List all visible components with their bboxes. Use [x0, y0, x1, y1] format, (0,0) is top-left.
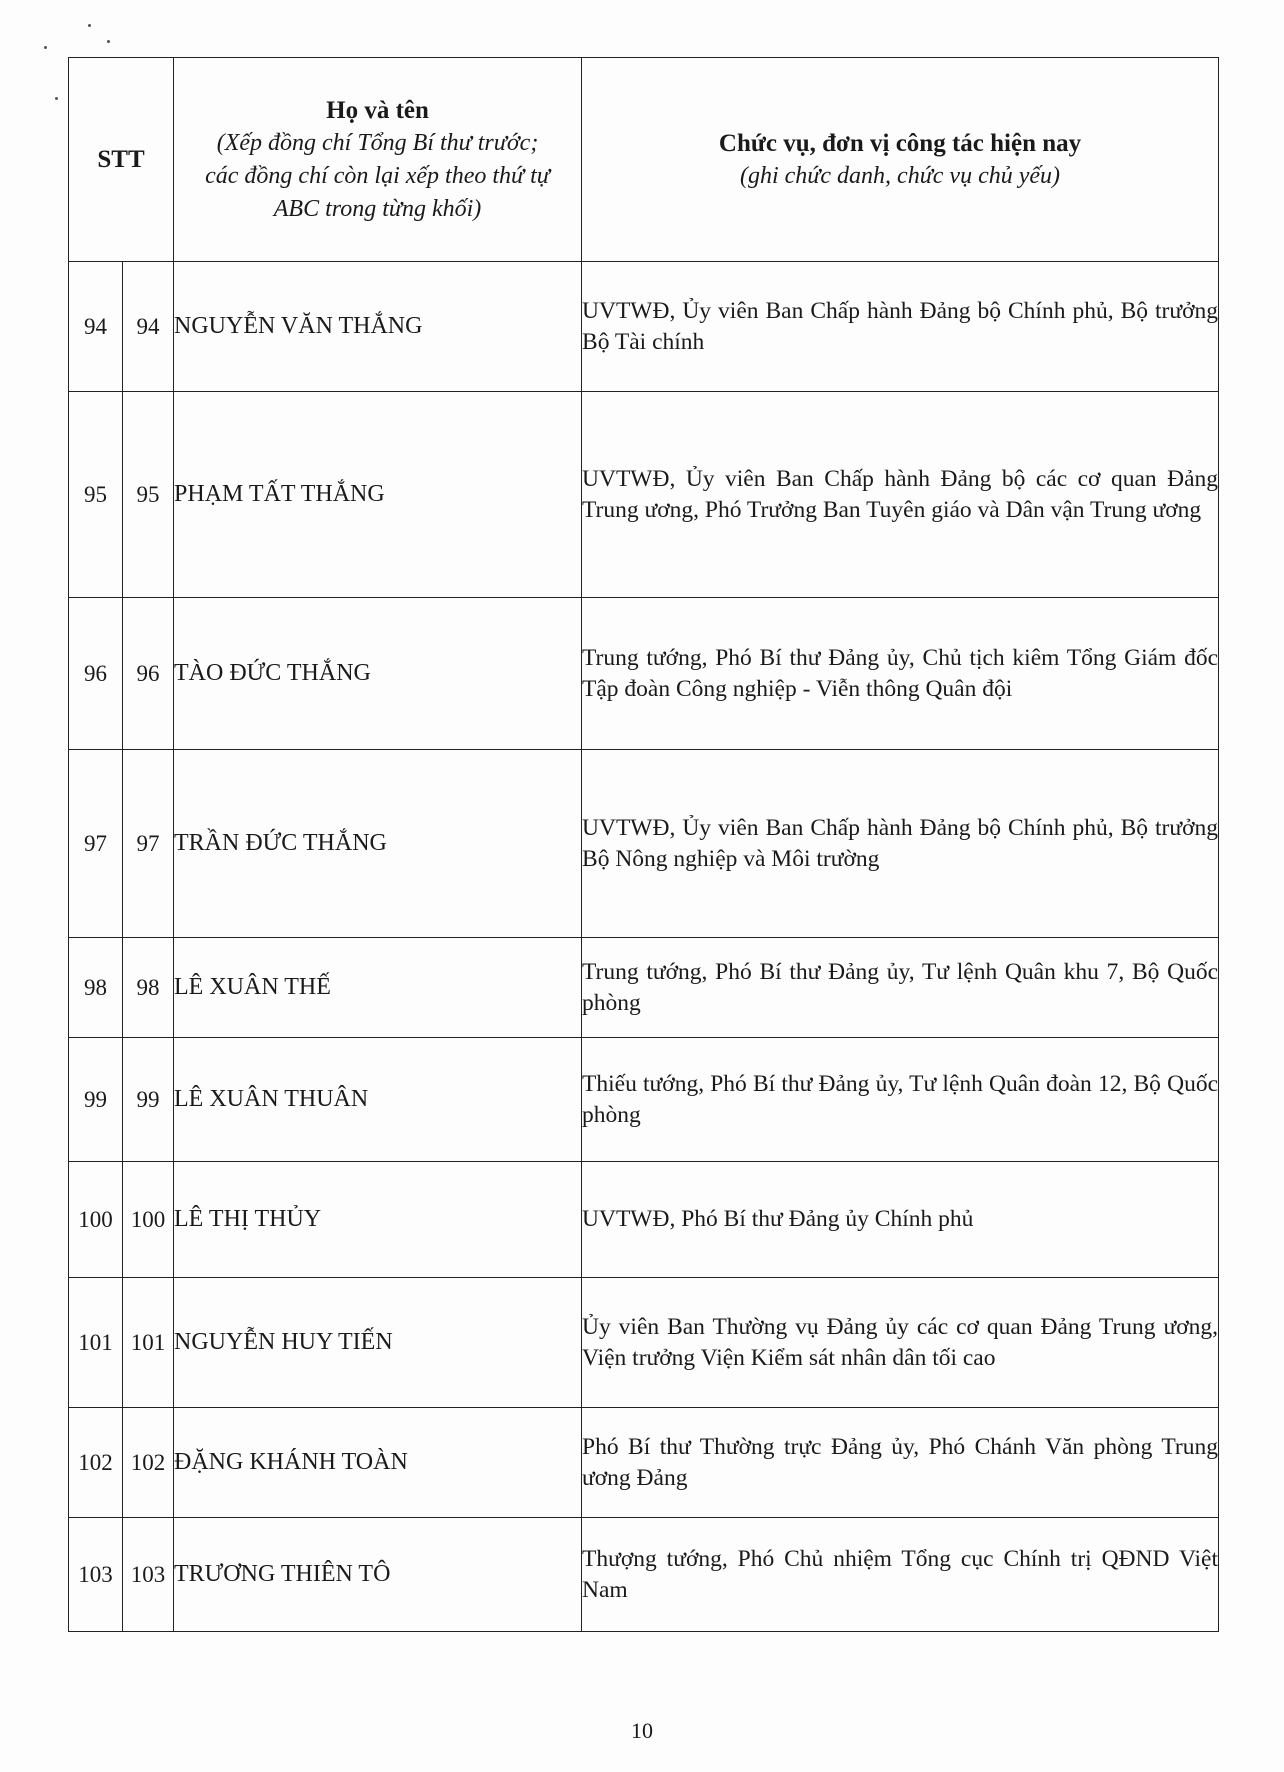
name-header — [174, 58, 582, 262]
row-stt-2: 100 — [123, 1162, 174, 1278]
row-role: UVTWĐ, Phó Bí thư Đảng ủy Chính phủ — [582, 1162, 1219, 1278]
table-row — [69, 1038, 1219, 1162]
table-row — [69, 1278, 1219, 1408]
row-stt-1: 96 — [69, 598, 123, 750]
row-stt-2: 99 — [123, 1038, 174, 1162]
row-name: LÊ XUÂN THẾ — [174, 938, 582, 1038]
row-name: LÊ THỊ THỦY — [174, 1162, 582, 1278]
table-row — [69, 598, 1219, 750]
table-row — [69, 1518, 1219, 1632]
table-row — [69, 392, 1219, 598]
name-header-note-2: các đồng chí còn lại xếp theo thứ tự — [205, 162, 550, 189]
row-stt-2: 101 — [123, 1278, 174, 1408]
row-stt-2: 97 — [123, 750, 174, 938]
row-role: Thượng tướng, Phó Chủ nhiệm Tổng cục Chính trị QĐND Việt Nam — [582, 1518, 1219, 1632]
row-stt-2: 103 — [123, 1518, 174, 1632]
table-row — [69, 750, 1219, 938]
stt-header: STT — [69, 58, 174, 262]
row-role: UVTWĐ, Ủy viên Ban Chấp hành Đảng bộ Chính phủ, Bộ trưởng Bộ Tài chính — [582, 262, 1219, 392]
row-role: Ủy viên Ban Thường vụ Đảng ủy các cơ quan Đảng Trung ương, Viện trưởng Viện Kiểm sát nhân dân tối cao — [582, 1278, 1219, 1408]
row-name: TRẦN ĐỨC THẮNG — [174, 750, 582, 938]
row-stt-1: 94 — [69, 262, 123, 392]
row-stt-2: 94 — [123, 262, 174, 392]
role-header-title: Chức vụ, đơn vị công tác hiện nay — [718, 129, 1082, 157]
row-stt-1: 102 — [69, 1408, 123, 1518]
row-name: NGUYỄN VĂN THẮNG — [174, 262, 582, 392]
row-stt-1: 98 — [69, 938, 123, 1038]
table-row — [69, 938, 1219, 1038]
name-header-title: Họ và tên — [326, 96, 429, 124]
row-stt-1: 100 — [69, 1162, 123, 1278]
row-name: LÊ XUÂN THUÂN — [174, 1038, 582, 1162]
row-role: Trung tướng, Phó Bí thư Đảng ủy, Tư lệnh Quân khu 7, Bộ Quốc phòng — [582, 938, 1219, 1038]
row-stt-1: 95 — [69, 392, 123, 598]
role-header-note: (ghi chức danh, chức vụ chủ yếu) — [739, 162, 1061, 189]
row-stt-1: 97 — [69, 750, 123, 938]
row-stt-1: 99 — [69, 1038, 123, 1162]
row-name: TÀO ĐỨC THẮNG — [174, 598, 582, 750]
name-header-note-3: ABC trong từng khối) — [273, 195, 482, 222]
row-name: NGUYỄN HUY TIẾN — [174, 1278, 582, 1408]
page-number: 10 — [631, 1718, 653, 1743]
row-role: Phó Bí thư Thường trực Đảng ủy, Phó Chánh Văn phòng Trung ương Đảng — [582, 1408, 1219, 1518]
row-stt-1: 103 — [69, 1518, 123, 1632]
row-role: Thiếu tướng, Phó Bí thư Đảng ủy, Tư lệnh Quân đoàn 12, Bộ Quốc phòng — [582, 1038, 1219, 1162]
row-stt-2: 98 — [123, 938, 174, 1038]
row-name: ĐẶNG KHÁNH TOÀN — [174, 1408, 582, 1518]
row-role: UVTWĐ, Ủy viên Ban Chấp hành Đảng bộ các cơ quan Đảng Trung ương, Phó Trưởng Ban Tuyên giáo và Dân vận Trung ương — [582, 392, 1219, 598]
personnel-table — [68, 57, 1219, 1632]
table-header-row — [69, 58, 1219, 262]
row-role: Trung tướng, Phó Bí thư Đảng ủy, Chủ tịch kiêm Tổng Giám đốc Tập đoàn Công nghiệp - Viễn thông Quân đội — [582, 598, 1219, 750]
table-row — [69, 262, 1219, 392]
row-name: PHẠM TẤT THẮNG — [174, 392, 582, 598]
table-row — [69, 1408, 1219, 1518]
row-stt-2: 96 — [123, 598, 174, 750]
row-stt-1: 101 — [69, 1278, 123, 1408]
row-role: UVTWĐ, Ủy viên Ban Chấp hành Đảng bộ Chính phủ, Bộ trưởng Bộ Nông nghiệp và Môi trường — [582, 750, 1219, 938]
row-name: TRƯƠNG THIÊN TÔ — [174, 1518, 582, 1632]
row-stt-2: 95 — [123, 392, 174, 598]
role-header — [582, 58, 1219, 262]
row-stt-2: 102 — [123, 1408, 174, 1518]
name-header-note-1: (Xếp đồng chí Tổng Bí thư trước; — [216, 129, 539, 156]
table-row — [69, 1162, 1219, 1278]
